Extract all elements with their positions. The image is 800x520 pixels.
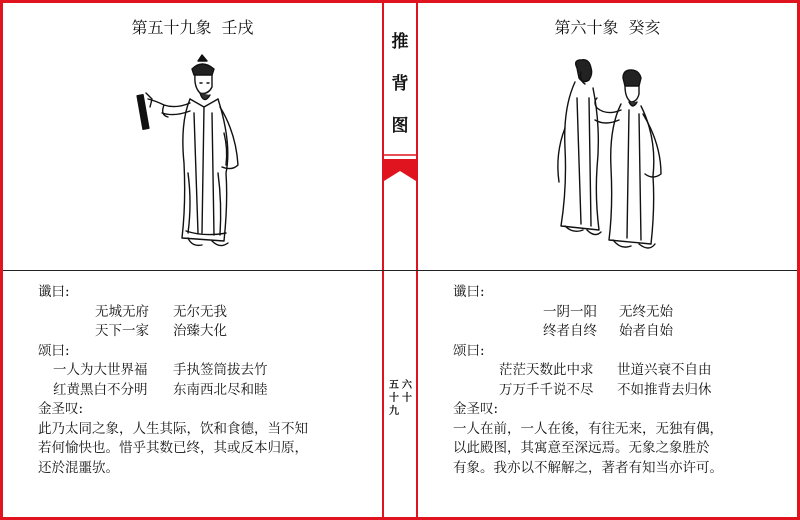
right-panel xyxy=(418,3,797,517)
two-figures-pushing-back-illustration xyxy=(543,58,673,253)
left-text-block xyxy=(38,283,366,478)
left-song-line xyxy=(53,381,366,401)
left-song-line xyxy=(53,361,366,381)
spine-title-char: 背 xyxy=(391,74,409,94)
left-song-line-2a: 红黄黑白不分明 xyxy=(53,381,148,398)
left-comment-label: 金圣叹: xyxy=(38,401,84,417)
right-comment-line-1: 一人在前，一人在後，有往无来，无独有偶， xyxy=(453,420,723,437)
right-text-block xyxy=(453,283,781,478)
left-chen-line-1a: 无城无府 xyxy=(95,303,149,320)
left-panel xyxy=(3,3,382,517)
book-spine xyxy=(384,3,416,517)
spine-number-char: 十 xyxy=(402,393,412,404)
left-title xyxy=(3,15,382,38)
right-comment-line-2: 以此殿图，其寓意至深远焉。无象之象胜於 xyxy=(453,440,710,456)
left-song-line-1b: 手执签筒拔去竹 xyxy=(173,362,268,378)
spine-number-char: 五 xyxy=(389,380,399,391)
spine-number-char: 六 xyxy=(402,380,412,391)
right-chen-line-1b: 无终无始 xyxy=(619,303,673,320)
right-song-line-2a: 万万千千说不尽 xyxy=(499,381,594,398)
left-song-line-2b: 东南西北尽和睦 xyxy=(173,381,268,398)
scholar-holding-tally-illustration xyxy=(128,53,248,253)
right-song-line xyxy=(499,381,781,401)
left-chen-label: 谶曰: xyxy=(38,284,70,300)
right-song-label: 颂曰: xyxy=(453,342,485,359)
spine-title-char: 推 xyxy=(391,32,409,52)
left-title-name: 壬戌 xyxy=(221,18,254,37)
spine-title xyxy=(384,21,416,147)
spine-number-char: 十 xyxy=(389,393,399,404)
left-song-label: 颂曰: xyxy=(38,342,70,359)
left-comment-line-3: 还於混噩欤。 xyxy=(38,459,119,476)
left-comment-line-2: 若何愉快也。惜乎其数已终，其或反本归原， xyxy=(38,440,308,456)
left-chen-line-2a: 天下一家 xyxy=(95,323,149,339)
right-title-name: 癸亥 xyxy=(628,18,661,37)
right-chen-line-2b: 始者自始 xyxy=(619,323,673,339)
right-comment-label: 金圣叹: xyxy=(453,401,499,417)
right-song-line-1a: 茫茫天数此中求 xyxy=(499,362,594,378)
left-title-number: 第五十九象 xyxy=(131,18,212,37)
right-title-number: 第六十象 xyxy=(554,18,619,37)
right-song-line-1b: 世道兴衰不自由 xyxy=(617,362,712,378)
right-chen-line xyxy=(543,303,781,323)
spine-title-char: 图 xyxy=(391,116,409,136)
left-comment-line-1: 此乃太同之象，人生其际，饮和食德，当不知 xyxy=(38,420,308,437)
spine-number-left xyxy=(387,379,401,418)
right-chen-line xyxy=(543,322,781,342)
red-ribbon-marker xyxy=(384,153,416,183)
spine-number-char: 九 xyxy=(389,406,399,417)
left-chen-line xyxy=(95,322,366,342)
spine-number-right xyxy=(400,379,414,405)
left-chen-line xyxy=(95,303,366,323)
right-chen-label: 谶曰: xyxy=(453,284,485,300)
left-chen-line-1b: 无尔无我 xyxy=(173,303,227,320)
left-song-line-1a: 一人为大世界福 xyxy=(53,362,148,378)
right-chen-line-1a: 一阴一阳 xyxy=(543,303,597,320)
right-comment-line-3: 有象。我亦以不解解之，著者有知当亦许可。 xyxy=(453,459,723,476)
right-song-line-2b: 不如推背去归休 xyxy=(617,381,712,398)
right-chen-line-2a: 终者自终 xyxy=(543,323,597,339)
right-title xyxy=(418,15,797,38)
left-chen-line-2b: 治臻大化 xyxy=(173,323,227,339)
right-song-line xyxy=(499,361,781,381)
